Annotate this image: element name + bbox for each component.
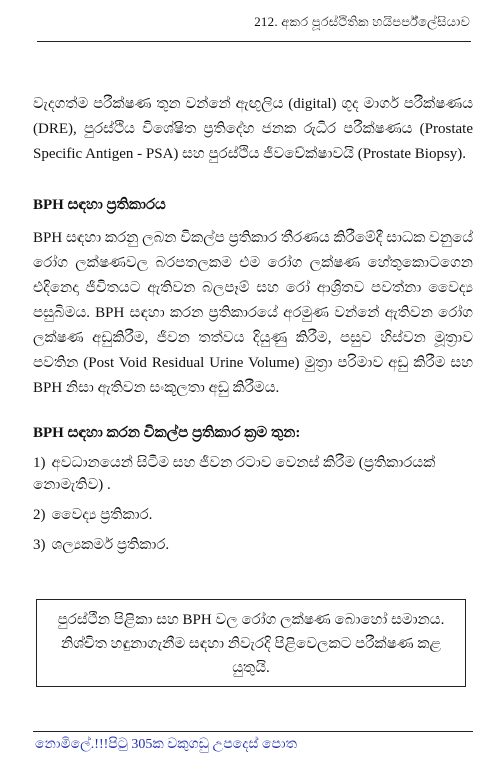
page-header: 212. අකර පූරස්ථිතික හයිපර්ප්ලේසියාව: [254, 14, 470, 29]
treatment-options-list: [33, 452, 473, 564]
list-item-text: ශල්‍යකර්ම ප්‍රතිකාර.: [51, 537, 170, 553]
list-item-text: වෛද්‍ය ප්‍රතිකාර.: [51, 507, 153, 523]
intro-paragraph: වැදගත්ම පරීක්ෂණ තුන වන්නේ ඇඟුලිය (digital) ගුද මාර්ග පරීක්ෂණය (DRE), පුරස්ථිය විශේෂිත ප්‍රතිදේහ ජනක රුධිර පරීක්ෂණය (Prostate Specific Antigen - PSA) සහ පුරස්ථිය ජීවවේක්ෂාවයි (Prostate Biopsy).: [33, 96, 473, 162]
page-footer: නොමිලේ.!!!පිටු 305ක වකුගඩු උපදෙස් පොත: [35, 737, 297, 752]
intro-paragraph-container: [33, 92, 473, 167]
treatment-paragraph-container: [33, 226, 473, 401]
section-heading-options: BPH සඳහා කරන විකල්ප ප්‍රතිකාර ක්‍රම තුන:: [33, 425, 301, 441]
list-item-number: 3): [33, 537, 46, 553]
list-item: [33, 504, 473, 526]
list-item: [33, 452, 473, 496]
treatment-paragraph: BPH සඳහා කරනු ලබන විකල්ප ප්‍රතිකාර තීරණය කිරීමේදී සාධක වනුයේ රෝග ලක්ෂණවල බරපතලකම එම රෝග ලක්ෂණ හේතුකොටගෙන එදිනෙදා ජීවිතයට ඇතිවන බලපෑම් සහ රෝ ආශ්‍රිතව පවත්නා වෛද්‍ය පසුබිමය. BPH සඳහා කරන ප්‍රතිකාරයේ අරමුණ වන්නේ ඇතිවන රෝග ලක්ෂණ අඩුකිරීම, ජීවන තත්වය දියුණු කිරීම, පසුව හිස්වන මූත්‍රාව පවතින (Post Void Residual Urine Volume) මුත්‍රා පරිමාව අඩු කිරීම සහ BPH නිසා ඇතිවන සංකූලතා අඩු කිරීමය.: [33, 230, 473, 396]
list-item-number: 1): [33, 455, 46, 471]
list-item-text: අවධානයෙන් සිටීම සහ ජීවන රටාව වෙනස් කිරීම (ප්‍රතිකාරයක් නොමැතිව) .: [33, 455, 436, 493]
list-item-number: 2): [33, 507, 46, 523]
header-divider: [37, 41, 471, 42]
note-text: පුරස්ථීන පිළිකා සහ BPH වල රෝග ලක්ෂණ බොහෝ සමානය. නිශ්චිත හඳුනාගැනීම සඳහා නිවැරදි පිළිවෙලකට පරීක්ෂණ කළ යුතුයි.: [57, 612, 445, 676]
section-heading-treatment: BPH සඳහා ප්‍රතිකාරය: [33, 197, 166, 213]
note-box: [36, 599, 466, 687]
footer-divider: [33, 731, 473, 732]
list-item: [33, 534, 473, 556]
